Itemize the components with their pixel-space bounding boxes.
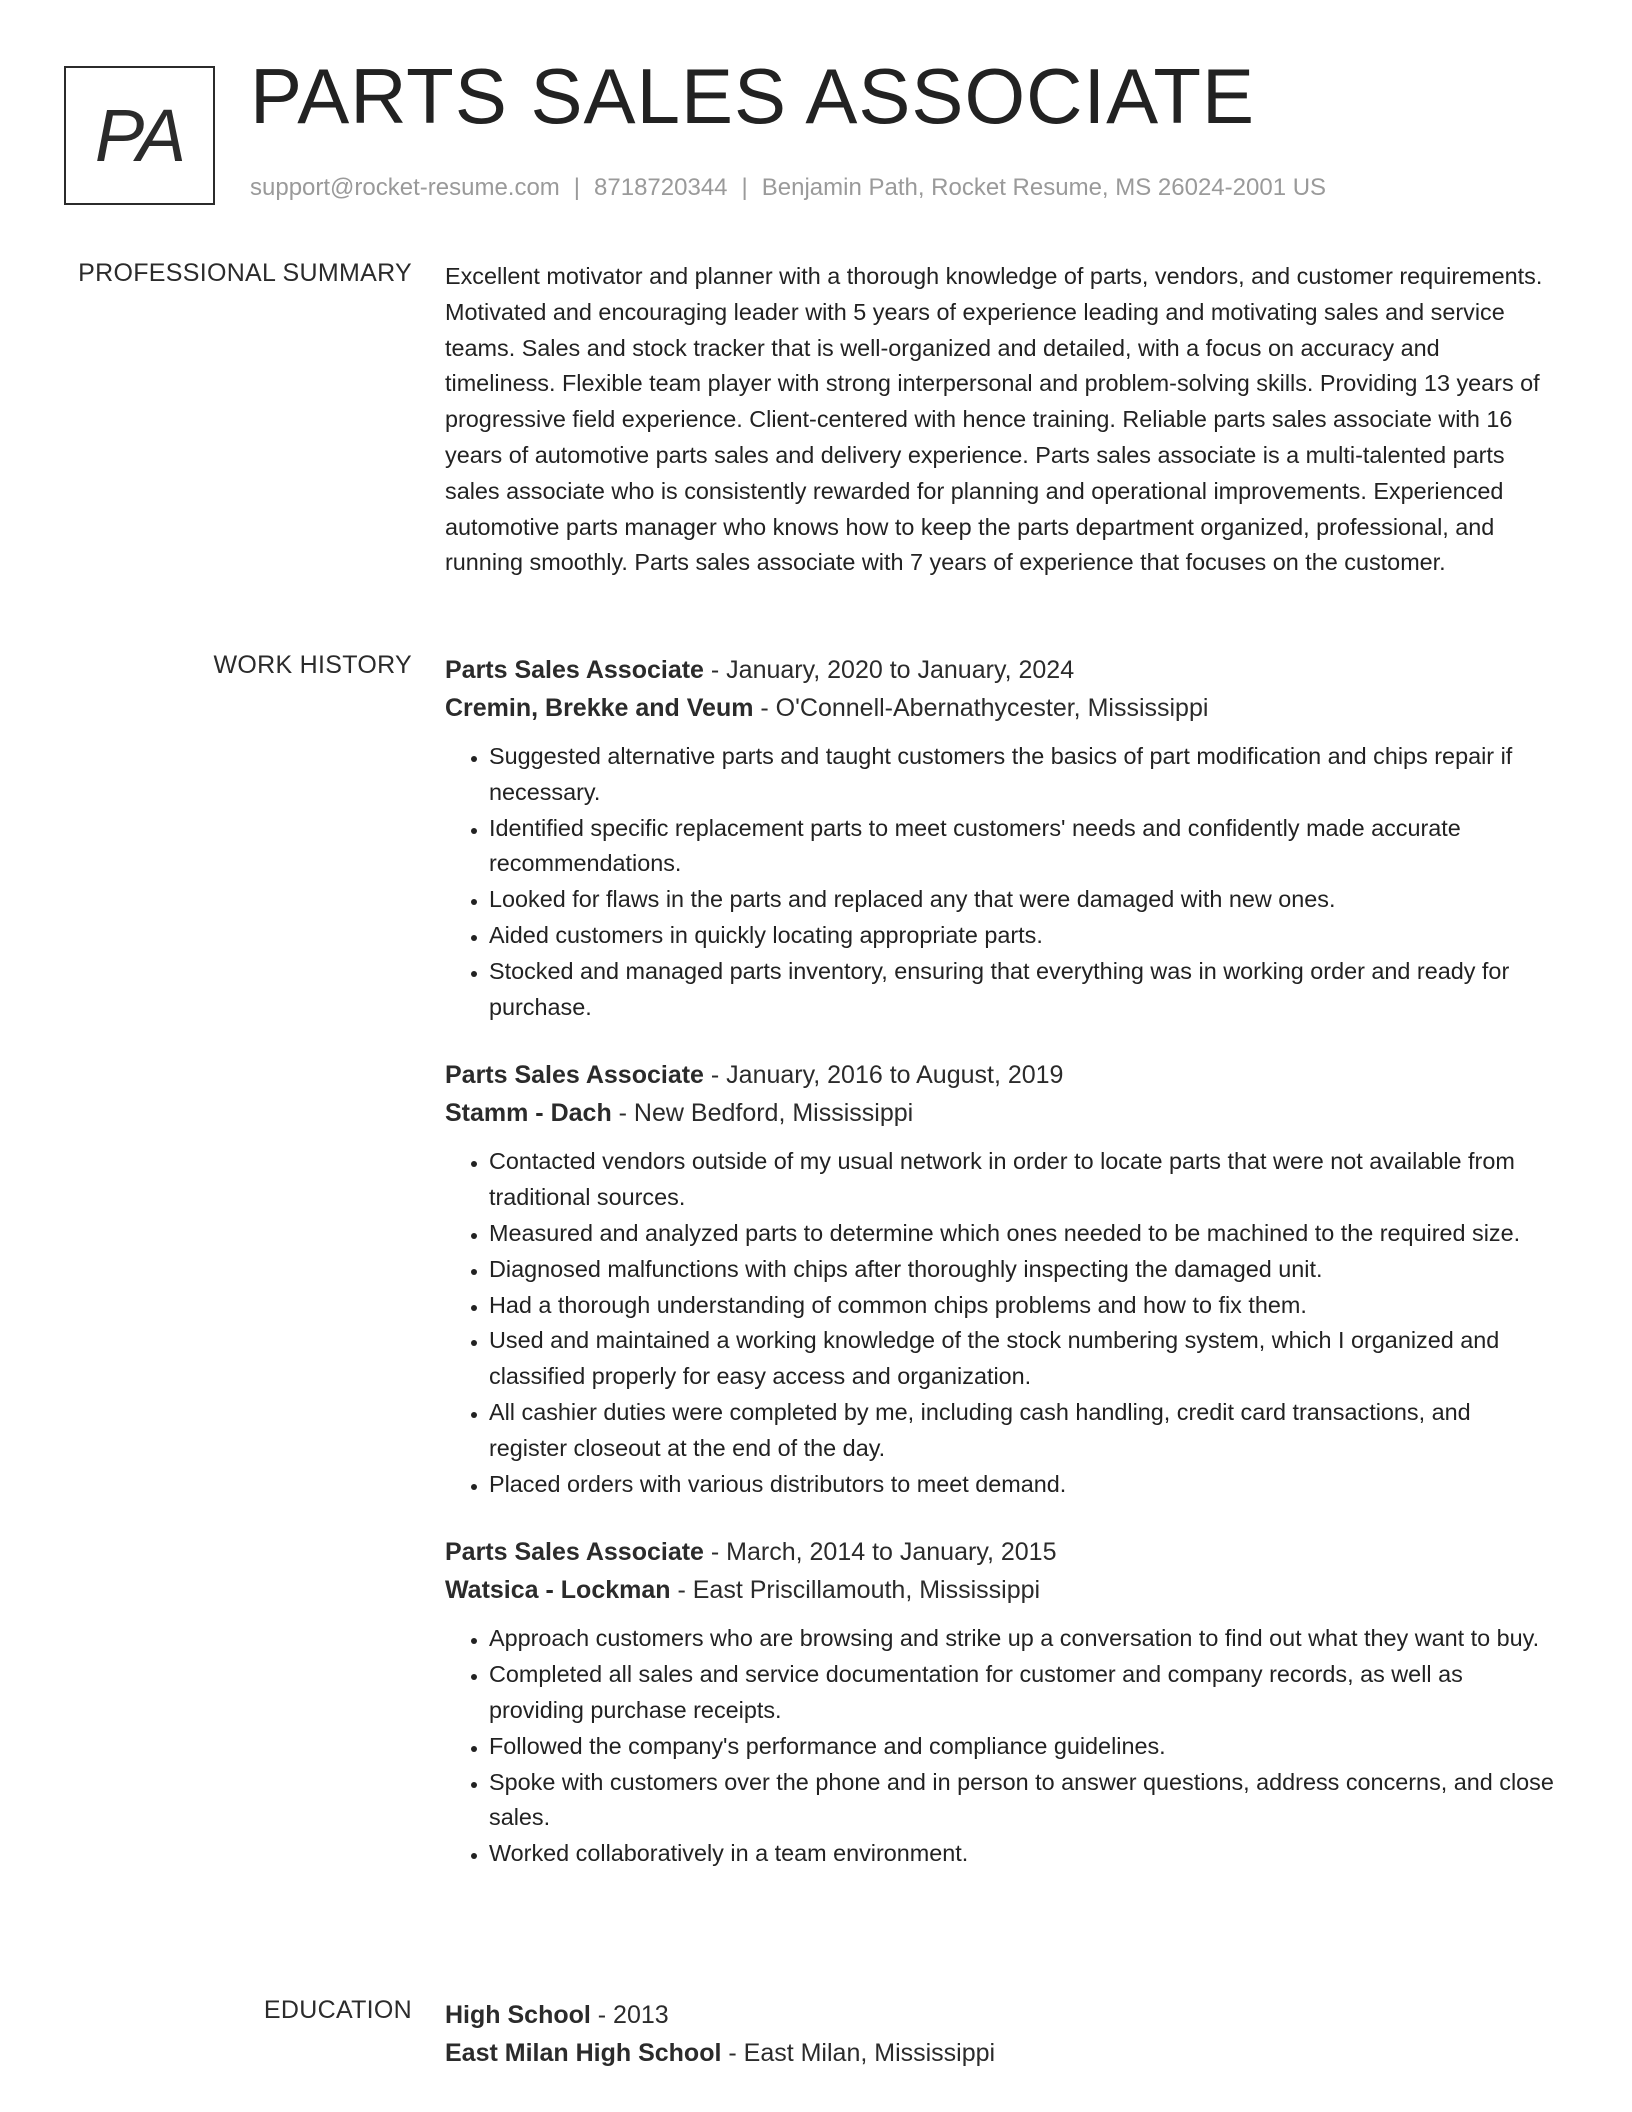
job-dates: - March, 2014 to January, 2015 [703, 1538, 1057, 1567]
job-company: Cremin, Brekke and Veum [445, 694, 754, 722]
job-bullet: • Contacted vendors outside of my usual network in order to locate parts that were not available from traditional sources. [489, 1144, 1555, 1216]
job-dates: - January, 2020 to January, 2024 [703, 656, 1075, 684]
job-bullet: • All cashier duties were completed by me, including cash handling, credit card transactions, and register closeout at the end of the day. [489, 1395, 1555, 1467]
job-title-line [445, 651, 1555, 689]
job-bullet: • Looked for flaws in the parts and replaced any that were damaged with new ones. [489, 882, 1555, 918]
job-bullet: • Stocked and managed parts inventory, ensuring that everything was in working order and ready for purchase. [489, 954, 1555, 1026]
job-company-line [445, 1571, 1555, 1609]
contact-email: support@rocket-resume.com [250, 174, 560, 201]
monogram-text: PA [94, 94, 185, 177]
job-location: - New Bedford, Mississippi [611, 1099, 914, 1128]
education-heading: EDUCATION [263, 1996, 412, 2024]
job-company-line [445, 1094, 1555, 1132]
job-bullet: • Approach customers who are browsing and strike up a conversation to find out what they want to buy. [489, 1621, 1555, 1657]
job-bullet: • Worked collaboratively in a team environment. [489, 1836, 1555, 1872]
education-school: East Milan High School [445, 2039, 722, 2067]
job-position: Parts Sales Associate [445, 656, 704, 684]
job-bullet: • Had a thorough understanding of common chips problems and how to fix them. [489, 1288, 1555, 1324]
job-dates: - January, 2016 to August, 2019 [703, 1061, 1064, 1090]
resume-title: PARTS SALES ASSOCIATE [250, 52, 1256, 140]
job-bullet: • Used and maintained a working knowledge of the stock numbering system, which I organized and classified properly for easy access and organization. [489, 1323, 1555, 1395]
education-year: - 2013 [590, 2001, 669, 2029]
job-company: Watsica - Lockman [445, 1576, 671, 1605]
job-bullet-list [445, 1144, 1555, 1502]
contact-line [250, 174, 1326, 202]
education-school-line [445, 2034, 1555, 2072]
summary-text: Excellent motivator and planner with a thorough knowledge of parts, vendors, and customer requirements. Motivated and encouraging leader with 5 years of experience leading and motivating sales and service teams. Sales and stock tracker that is well-organized and detailed, with a focus on accuracy and timeliness. Flexible team player with strong interpersonal and problem-solving skills. Providing 13 years of progressive field experience. Client-centered with hence training. Reliable parts sales associate with 16 years of automotive parts sales and delivery experience. Parts sales associate is a multi-talented parts sales associate who is consistently rewarded for planning and operational improvements. Experienced automotive parts manager who knows how to keep the parts department organized, professional, and running smoothly. Parts sales associate with 7 years of experience that focuses on the customer. [445, 263, 1543, 576]
contact-address: Benjamin Path, Rocket Resume, MS 26024-2001 US [761, 174, 1327, 201]
contact-separator: | [573, 174, 581, 201]
job-location: - East Priscillamouth, Mississippi [670, 1576, 1041, 1605]
summary-body [445, 259, 1555, 581]
work-history-body [445, 651, 1555, 1903]
job-position: Parts Sales Associate [445, 1538, 704, 1567]
contact-separator: | [741, 174, 748, 201]
education-location: - East Milan, Mississippi [721, 2039, 996, 2067]
job-title-line [445, 1056, 1555, 1094]
job-title-line [445, 1533, 1555, 1571]
job-bullet: • Diagnosed malfunctions with chips after thoroughly inspecting the damaged unit. [489, 1252, 1555, 1288]
job-company: Stamm - Dach [445, 1099, 612, 1128]
job-company-line [445, 689, 1555, 727]
job-bullet: • Suggested alternative parts and taught customers the basics of part modification and chips repair if necessary. [489, 739, 1555, 811]
job-position: Parts Sales Associate [445, 1061, 704, 1090]
job-bullet: • Identified specific replacement parts to meet customers' needs and confidently made accurate recommendations. [489, 811, 1555, 883]
monogram-box [64, 66, 215, 205]
job-bullet: • Spoke with customers over the phone and in person to answer questions, address concerns, and close sales. [489, 1765, 1555, 1837]
job-location: - O'Connell-Abernathycester, Mississippi [753, 694, 1209, 722]
job-entry [445, 1056, 1555, 1502]
job-entry [445, 1533, 1555, 1872]
work-history-heading: WORK HISTORY [213, 651, 412, 679]
education-degree-line [445, 1996, 1555, 2034]
job-bullet: • Aided customers in quickly locating appropriate parts. [489, 918, 1555, 954]
summary-heading: PROFESSIONAL SUMMARY [78, 259, 412, 287]
education-body [445, 1996, 1555, 2072]
job-bullet: • Placed orders with various distributors to meet demand. [489, 1467, 1555, 1503]
contact-phone: 8718720344 [594, 174, 728, 201]
job-entry [445, 651, 1555, 1025]
job-bullet-list [445, 1621, 1555, 1872]
job-bullet: • Measured and analyzed parts to determine which ones needed to be machined to the required size. [489, 1216, 1555, 1252]
job-bullet-list [445, 739, 1555, 1025]
job-bullet: • Completed all sales and service documentation for customer and company records, as well as providing purchase receipts. [489, 1657, 1555, 1729]
job-bullet: • Followed the company's performance and compliance guidelines. [489, 1729, 1555, 1765]
education-degree: High School [445, 2001, 591, 2029]
